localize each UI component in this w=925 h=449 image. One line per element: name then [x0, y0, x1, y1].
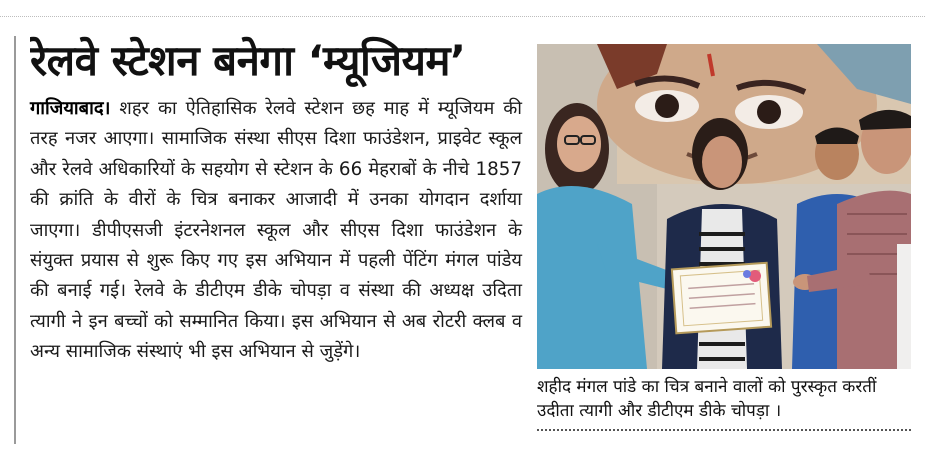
news-photo	[537, 44, 911, 369]
article-body	[30, 94, 522, 368]
award-ceremony-photo	[537, 44, 911, 369]
top-divider	[0, 0, 925, 17]
column-rule	[14, 36, 16, 444]
article	[30, 34, 522, 444]
dateline: गाजियाबाद।	[30, 98, 111, 119]
mural-painting	[597, 44, 911, 184]
body-text: शहर का ऐतिहासिक रेलवे स्टेशन छह माह में म्यूजियम की तरह नजर आएगा। सामाजिक संस्था सीएस दिशा फाउंडेशन, प्राइवेट स्कूल और रेलवे अधिकारियों के सहयोग से स्टेशन के 66 मेहराबों के नीचे 1857 की क्रांति के वीरों के चित्र बनाकर आजादी में उनका योगदान दर्शाया जाएगा। डीपीएसजी इंटरनेशनल स्कूल और सीएस दिशा फाउंडेशन के संयुक्त प्रयास से शुरू किए गए इस अभियान में पहली पेंटिंग मंगल पांडेय की बनाई गई। रेलवे के डीटीएम डीके चोपड़ा व संस्था की अध्यक्ष उदिता त्यागी ने इन बच्चों को सम्मानित किया। इस अभियान से अब रोटरी क्लब व अन्य सामाजिक संस्थाएं भी इस अभियान से जुड़ेंगे।	[30, 98, 522, 363]
certificate	[672, 263, 771, 333]
headline: रेलवे स्टेशन बनेगा ‘म्यूजियम’	[30, 36, 466, 85]
photo-block	[537, 44, 911, 434]
photo-caption: शहीद मंगल पांडे का चित्र बनाने वालों को पुरस्कृत करतीं उदीता त्यागी और डीटीएम डीके चोपड़ा ।	[537, 375, 911, 431]
